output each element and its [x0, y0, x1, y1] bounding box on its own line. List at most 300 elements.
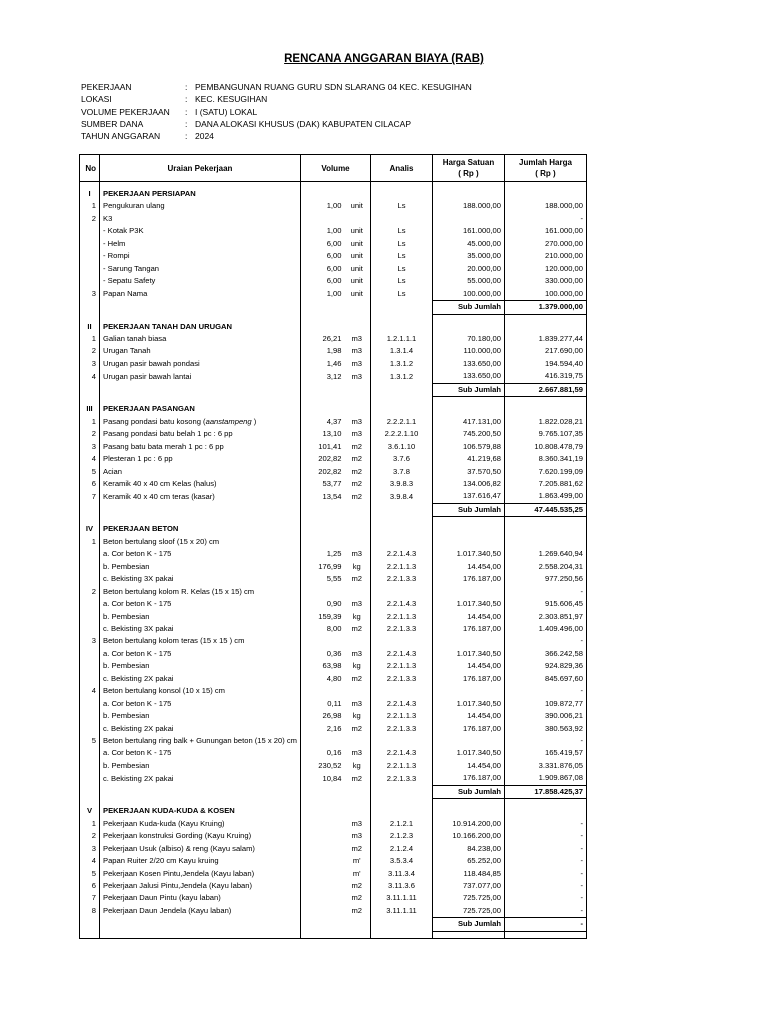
item-analysis-code	[370, 635, 432, 647]
subtotal-row	[80, 503, 587, 516]
item-unit-price	[432, 213, 504, 225]
item-unit-price: 35.000,00	[432, 250, 504, 262]
item-unit-price	[432, 321, 504, 333]
item-unit: m2	[343, 723, 370, 735]
table-row	[80, 586, 587, 598]
item-unit: m3	[343, 345, 370, 357]
item-number: 3	[80, 635, 100, 647]
item-description: a. Cor beton K - 175	[100, 698, 301, 710]
item-number: 4	[80, 855, 100, 867]
item-unit: kg	[343, 561, 370, 573]
item-number	[80, 225, 100, 237]
item-unit: m3	[343, 648, 370, 660]
item-total-price: 188.000,00	[504, 200, 586, 212]
table-row	[80, 561, 587, 573]
info-row	[81, 93, 472, 105]
item-number: 4	[80, 453, 100, 465]
item-total-price: 270.000,00	[504, 238, 586, 250]
item-volume: 0,16	[326, 748, 342, 758]
item-number	[80, 760, 100, 772]
item-unit-price: 133.650,00	[432, 358, 504, 370]
item-total-price: 2.303.851,97	[504, 611, 586, 623]
item-unit: m2	[343, 673, 370, 685]
item-analysis-code: 3.11.3.6	[370, 880, 432, 892]
item-unit-price: 188.000,00	[432, 200, 504, 212]
table-row	[80, 275, 587, 287]
item-volume: 1,25	[326, 549, 342, 559]
item-number: 1	[80, 818, 100, 830]
table-row	[80, 855, 587, 867]
item-description: - Helm	[100, 238, 301, 250]
item-total-price	[504, 403, 586, 415]
item-unit-price: 176.187,00	[432, 723, 504, 735]
item-unit-price: 1.017.340,50	[432, 747, 504, 759]
item-analysis-code: 1.3.1.2	[370, 358, 432, 370]
item-volume: 101,41	[318, 441, 342, 451]
item-volume	[300, 905, 343, 918]
table-row	[80, 490, 587, 503]
table-row	[80, 225, 587, 237]
item-description	[100, 503, 301, 516]
item-total-price	[504, 805, 586, 817]
item-number: 6	[80, 880, 100, 892]
item-total-price: 120.000,00	[504, 263, 586, 275]
item-description: b. Pembesian	[100, 710, 301, 722]
item-total-price: 2.558.204,31	[504, 561, 586, 573]
item-analysis-code	[370, 918, 432, 931]
item-description: Keramik 40 x 40 cm Kelas (halus)	[100, 478, 301, 490]
item-unit-price	[432, 523, 504, 535]
item-description: Galian tanah biasa	[100, 333, 301, 345]
item-unit	[343, 523, 370, 535]
item-volume: 63,98	[322, 661, 342, 671]
item-unit-price: 14.454,00	[432, 611, 504, 623]
item-volume	[300, 213, 343, 225]
table-row	[80, 573, 587, 585]
item-unit: kg	[343, 611, 370, 623]
item-unit-price: 1.017.340,50	[432, 548, 504, 560]
item-total-price: -	[504, 855, 586, 867]
item-volume: 1,00	[326, 288, 342, 298]
item-analysis-code: 3.11.3.4	[370, 868, 432, 880]
header-harga-satuan-unit: ( Rp )	[458, 169, 479, 178]
item-volume: 6,00	[326, 251, 342, 261]
item-analysis-code: 2.2.2.1.10	[370, 428, 432, 440]
item-description: a. Cor beton K - 175	[100, 548, 301, 560]
item-analysis-code	[370, 785, 432, 798]
item-unit	[343, 321, 370, 333]
item-total-price: -	[504, 892, 586, 904]
item-description: PEKERJAAN TANAH DAN URUGAN	[100, 321, 301, 333]
item-description: Acian	[100, 466, 301, 478]
item-description: Pengukuran ulang	[100, 200, 301, 212]
item-analysis-code: Ls	[370, 288, 432, 301]
item-unit-price: Sub Jumlah	[432, 503, 504, 516]
item-description: Plesteran 1 pc : 6 pp	[100, 453, 301, 465]
item-volume	[300, 685, 343, 697]
item-number: 1	[80, 200, 100, 212]
item-total-price: -	[504, 843, 586, 855]
table-header-row	[80, 155, 587, 182]
info-value: 2024	[195, 131, 214, 142]
item-description: c. Bekisting 2X pakai	[100, 772, 301, 785]
item-analysis-code	[370, 188, 432, 200]
item-description: PEKERJAAN PERSIAPAN	[100, 188, 301, 200]
item-unit: unit	[343, 238, 370, 250]
item-unit-price: 37.570,50	[432, 466, 504, 478]
item-volume	[300, 855, 343, 867]
item-analysis-code	[370, 523, 432, 535]
item-unit-price: 725.725,00	[432, 905, 504, 918]
item-number: I	[80, 188, 100, 200]
item-number	[80, 548, 100, 560]
item-unit-price: 20.000,00	[432, 263, 504, 275]
item-unit-price: 45.000,00	[432, 238, 504, 250]
item-number: 1	[80, 333, 100, 345]
item-unit-price: Sub Jumlah	[432, 918, 504, 931]
item-number: 2	[80, 428, 100, 440]
item-total-price: 165.419,57	[504, 747, 586, 759]
item-number	[80, 573, 100, 585]
item-description: PEKERJAAN PASANGAN	[100, 403, 301, 415]
item-description	[100, 301, 301, 314]
info-value: PEMBANGUNAN RUANG GURU SDN SLARANG 04 KEC. KESUGIHAN	[195, 82, 472, 92]
item-unit-price: 14.454,00	[432, 660, 504, 672]
item-unit: m'	[343, 868, 370, 880]
item-unit: m2	[343, 843, 370, 855]
item-unit: m2	[343, 466, 370, 478]
item-unit	[343, 805, 370, 817]
item-unit-price: 84.238,00	[432, 843, 504, 855]
item-volume	[300, 383, 343, 396]
item-description: Beton bertulang kolom R. Kelas (15 x 15) cm	[100, 586, 301, 598]
item-volume: 1,46	[326, 358, 342, 368]
item-unit	[343, 685, 370, 697]
table-row	[80, 760, 587, 772]
item-total-price: -	[504, 735, 586, 747]
item-description: Urugan pasir bawah lantai	[100, 370, 301, 383]
table-row	[80, 685, 587, 697]
item-unit-price: 10.166.200,00	[432, 830, 504, 842]
item-unit-price	[432, 685, 504, 697]
header-volume: Volume	[300, 155, 370, 182]
item-unit: m2	[343, 892, 370, 904]
item-unit	[343, 785, 370, 798]
item-volume: 3,12	[326, 371, 342, 381]
item-total-price: 2.667.881,59	[504, 383, 586, 396]
item-analysis-code: 2.1.2.4	[370, 843, 432, 855]
item-analysis-code: 2.2.1.1.3	[370, 660, 432, 672]
item-analysis-code: 3.11.1.11	[370, 905, 432, 918]
item-total-price: 7.205.881,62	[504, 478, 586, 490]
item-total-price: 977.250,56	[504, 573, 586, 585]
item-description: a. Cor beton K - 175	[100, 598, 301, 610]
item-unit	[343, 735, 370, 747]
item-analysis-code	[370, 383, 432, 396]
item-description: Papan Ruiter 2/20 cm Kayu kruing	[100, 855, 301, 867]
item-unit-price: Sub Jumlah	[432, 301, 504, 314]
item-unit-price: 100.000,00	[432, 288, 504, 301]
item-total-price: 217.690,00	[504, 345, 586, 357]
item-description	[100, 383, 301, 396]
item-description: Papan Nama	[100, 288, 301, 301]
item-analysis-code	[370, 503, 432, 516]
item-volume: 176,99	[318, 561, 342, 571]
item-volume	[300, 868, 343, 880]
table-row	[80, 710, 587, 722]
item-description: Pasang pondasi batu belah 1 pc : 6 pp	[100, 428, 301, 440]
item-number	[80, 503, 100, 516]
item-volume	[300, 188, 343, 200]
item-volume: 53,77	[322, 478, 342, 488]
item-unit-price: 176.187,00	[432, 573, 504, 585]
item-unit: kg	[343, 760, 370, 772]
item-description: Pekerjaan Daun Pintu (kayu laban)	[100, 892, 301, 904]
item-description: K3	[100, 213, 301, 225]
item-analysis-code: 2.2.1.3.3	[370, 723, 432, 735]
table-row	[80, 548, 587, 560]
section-row	[80, 523, 587, 535]
item-unit: m3	[343, 428, 370, 440]
item-analysis-code: 3.9.8.4	[370, 490, 432, 503]
table-row	[80, 598, 587, 610]
item-unit: m2	[343, 441, 370, 453]
table-row	[80, 843, 587, 855]
item-description: - Sepatu Safety	[100, 275, 301, 287]
item-unit: unit	[343, 275, 370, 287]
item-number: 7	[80, 892, 100, 904]
item-description: b. Pembesian	[100, 561, 301, 573]
table-row	[80, 288, 587, 301]
item-number	[80, 698, 100, 710]
table-row	[80, 660, 587, 672]
item-unit	[343, 503, 370, 516]
item-description: Pekerjaan Usuk (albiso) & reng (Kayu salam)	[100, 843, 301, 855]
item-description	[100, 918, 301, 931]
item-number	[80, 611, 100, 623]
item-analysis-code: Ls	[370, 225, 432, 237]
item-unit: unit	[343, 263, 370, 275]
header-harga-satuan	[432, 155, 504, 182]
item-total-price: -	[504, 635, 586, 647]
item-number	[80, 723, 100, 735]
info-value: I (SATU) LOKAL	[195, 106, 258, 117]
item-analysis-code: Ls	[370, 275, 432, 287]
item-description: - Sarung Tangan	[100, 263, 301, 275]
item-unit: unit	[343, 288, 370, 301]
table-row	[80, 673, 587, 685]
item-volume	[300, 635, 343, 647]
item-total-price: -	[504, 818, 586, 830]
item-unit: kg	[343, 710, 370, 722]
item-volume: 10,84	[322, 773, 342, 783]
table-row	[80, 723, 587, 735]
item-total-price: 1.909.867,08	[504, 772, 586, 785]
item-volume	[300, 735, 343, 747]
item-unit-price: 745.200,50	[432, 428, 504, 440]
item-total-price	[504, 523, 586, 535]
item-analysis-code: 2.2.1.1.3	[370, 611, 432, 623]
item-total-price: 1.379.000,00	[504, 301, 586, 314]
item-unit: m2	[343, 772, 370, 785]
item-unit-price: 1.017.340,50	[432, 648, 504, 660]
item-description: Beton bertulang kolom teras (15 x 15 ) cm	[100, 635, 301, 647]
item-total-price: 8.360.341,19	[504, 453, 586, 465]
info-colon: :	[185, 94, 188, 105]
item-number	[80, 785, 100, 798]
item-unit-price: 65.252,00	[432, 855, 504, 867]
item-unit	[343, 586, 370, 598]
item-number: 2	[80, 213, 100, 225]
item-analysis-code: 2.1.2.1	[370, 818, 432, 830]
item-total-price: 1.863.499,00	[504, 490, 586, 503]
item-unit-price: 134.006,82	[432, 478, 504, 490]
item-number	[80, 561, 100, 573]
item-analysis-code: 2.2.1.4.3	[370, 747, 432, 759]
item-total-price: -	[504, 586, 586, 598]
subtotal-row	[80, 918, 587, 931]
item-volume: 26,98	[322, 711, 342, 721]
item-volume	[300, 586, 343, 598]
item-analysis-code: 2.2.1.4.3	[370, 548, 432, 560]
item-description: PEKERJAAN BETON	[100, 523, 301, 535]
item-description: Pekerjaan Kosen Pintu,Jendela (Kayu laban)	[100, 868, 301, 880]
table-row	[80, 358, 587, 370]
item-analysis-code: 3.7.8	[370, 466, 432, 478]
info-row	[81, 118, 472, 130]
item-unit: unit	[343, 250, 370, 262]
item-analysis-code	[370, 321, 432, 333]
item-unit-price	[432, 586, 504, 598]
item-unit: m3	[343, 333, 370, 345]
item-volume: 4,37	[326, 416, 342, 426]
item-unit	[343, 536, 370, 548]
item-unit-price: Sub Jumlah	[432, 383, 504, 396]
item-analysis-code: 3.9.8.3	[370, 478, 432, 490]
item-total-price: -	[504, 880, 586, 892]
project-info	[81, 81, 472, 142]
item-number	[80, 648, 100, 660]
item-analysis-code: 3.11.1.11	[370, 892, 432, 904]
item-number: 2	[80, 345, 100, 357]
item-total-price	[504, 536, 586, 548]
item-number	[80, 301, 100, 314]
item-number: 2	[80, 830, 100, 842]
item-unit-price: 176.187,00	[432, 623, 504, 635]
item-analysis-code: 2.2.1.4.3	[370, 598, 432, 610]
item-number: 3	[80, 358, 100, 370]
item-total-price: 210.000,00	[504, 250, 586, 262]
item-analysis-code: 1.3.1.2	[370, 370, 432, 383]
item-total-price: 1.822.028,21	[504, 416, 586, 428]
item-analysis-code: Ls	[370, 263, 432, 275]
table-row	[80, 830, 587, 842]
item-analysis-code: Ls	[370, 250, 432, 262]
item-unit: m3	[343, 818, 370, 830]
item-volume: 6,00	[326, 263, 342, 273]
item-unit-price: 1.017.340,50	[432, 698, 504, 710]
table-row	[80, 416, 587, 428]
item-description: Beton bertulang konsol (10 x 15) cm	[100, 685, 301, 697]
item-description: Pekerjaan konstruksi Gording (Kayu Kruing)	[100, 830, 301, 842]
item-number: 3	[80, 441, 100, 453]
item-description: Beton bertulang ring balk + Gunungan beton (15 x 20) cm	[100, 735, 301, 747]
table-row	[80, 263, 587, 275]
item-analysis-code	[370, 403, 432, 415]
table-row	[80, 213, 587, 225]
table-row	[80, 648, 587, 660]
table-row	[80, 698, 587, 710]
info-colon: :	[185, 82, 188, 92]
item-number: 2	[80, 586, 100, 598]
item-total-price: -	[504, 868, 586, 880]
item-analysis-code: 3.7.6	[370, 453, 432, 465]
item-number: 3	[80, 843, 100, 855]
item-unit-price: 55.000,00	[432, 275, 504, 287]
item-volume	[300, 785, 343, 798]
table-row	[80, 200, 587, 212]
table-row	[80, 428, 587, 440]
item-unit: unit	[343, 225, 370, 237]
table-row	[80, 453, 587, 465]
subtotal-row	[80, 301, 587, 314]
item-total-price: 194.594,40	[504, 358, 586, 370]
item-unit: m3	[343, 416, 370, 428]
item-unit-price: 137.616,47	[432, 490, 504, 503]
table-row	[80, 441, 587, 453]
item-total-price	[504, 188, 586, 200]
item-unit-price: 10.914.200,00	[432, 818, 504, 830]
table-row	[80, 772, 587, 785]
item-unit	[343, 213, 370, 225]
item-unit-price: 161.000,00	[432, 225, 504, 237]
item-number	[80, 383, 100, 396]
item-description: - Kotak P3K	[100, 225, 301, 237]
item-unit-price: 14.454,00	[432, 561, 504, 573]
item-unit	[343, 635, 370, 647]
item-total-price: 1.409.496,00	[504, 623, 586, 635]
item-unit: unit	[343, 200, 370, 212]
item-total-price: 845.697,60	[504, 673, 586, 685]
item-total-price: -	[504, 685, 586, 697]
item-description: Pekerjaan Jalusi Pintu,Jendela (Kayu laban)	[100, 880, 301, 892]
item-unit-price: 133.650,00	[432, 370, 504, 383]
item-analysis-code: Ls	[370, 200, 432, 212]
item-volume	[300, 321, 343, 333]
item-analysis-code: 2.2.1.4.3	[370, 698, 432, 710]
item-volume: 5,55	[326, 574, 342, 584]
item-total-price: 390.006,21	[504, 710, 586, 722]
table-row	[80, 345, 587, 357]
item-volume	[300, 843, 343, 855]
item-unit-price: 14.454,00	[432, 710, 504, 722]
item-analysis-code: 2.2.1.1.3	[370, 561, 432, 573]
item-number: 5	[80, 466, 100, 478]
item-unit-price	[432, 735, 504, 747]
item-number	[80, 598, 100, 610]
item-total-price: 380.563,92	[504, 723, 586, 735]
item-volume: 6,00	[326, 276, 342, 286]
item-unit	[343, 403, 370, 415]
item-number	[80, 263, 100, 275]
item-number: 1	[80, 416, 100, 428]
item-number	[80, 747, 100, 759]
item-volume: 0,90	[326, 599, 342, 609]
item-number: 1	[80, 536, 100, 548]
item-volume: 0,36	[326, 648, 342, 658]
item-unit-price: 725.725,00	[432, 892, 504, 904]
table-row	[80, 635, 587, 647]
